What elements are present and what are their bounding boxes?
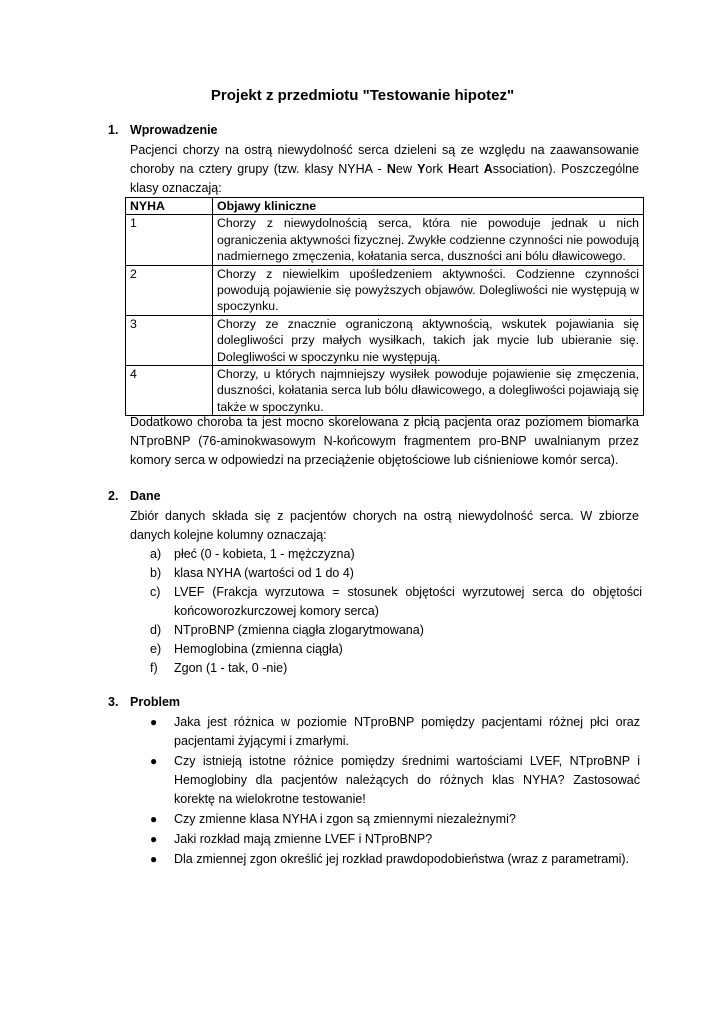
section-2-heading: [108, 489, 161, 503]
list-marker: e): [150, 642, 162, 656]
section-1-outro: Dodatkowo choroba ta jest mocno skorelowana z płcią pacjenta oraz poziomem biomarka NTproBNP (76-aminokwasowym N-końcowym fragmentem pro-BNP uwalnianym przez komory serca w odpowiedzi na przeciążenie objętościowe lub ciśnieniowe komór serca).: [130, 415, 639, 467]
list-item-text: Hemoglobina (zmienna ciągła): [174, 642, 343, 656]
table-header-symptoms: Objawy kliniczne: [213, 198, 644, 215]
list-item-text: Jaki rozkład mają zmienne LVEF i NTproBNP?: [174, 832, 433, 846]
list-item: [130, 564, 642, 583]
list-item: [130, 659, 642, 678]
table-cell-description: Chorzy z niewielkim upośledzeniem aktywności. Codzienne czynności powodują pojawienie się powyższych objawów. Dolegliwości nie występują w spoczynku.: [213, 265, 644, 315]
nyha-class-table: [125, 197, 644, 416]
data-columns-list: [130, 545, 642, 678]
problem-list: [150, 713, 640, 870]
list-item: [130, 621, 642, 640]
list-item-text: Dla zmiennej zgon określić jej rozkład prawdopodobieństwa (wraz z parametrami).: [174, 852, 630, 866]
list-item: [150, 810, 640, 829]
list-item: [130, 583, 642, 621]
table-row: [126, 315, 644, 365]
acronym-rest: ork: [425, 162, 448, 176]
table-cell-description: Chorzy ze znacznie ograniczoną aktywnością, wskutek pojawiania się dolegliwości przy małych wysiłkach, takich jak mycie lub ubieranie się. Dolegliwości w spoczynku nie występują.: [213, 315, 644, 365]
list-item: [130, 640, 642, 659]
bullet-icon: ●: [150, 812, 158, 826]
acronym-rest: ew: [395, 162, 418, 176]
table-header-row: [126, 198, 644, 215]
section-title: Wprowadzenie: [130, 123, 218, 137]
list-marker: c): [150, 585, 161, 599]
bullet-icon: ●: [150, 832, 158, 846]
list-item: [130, 545, 642, 564]
table-row: [126, 366, 644, 416]
list-item-text: Zgon (1 - tak, 0 -nie): [174, 661, 288, 675]
list-marker: a): [150, 547, 162, 561]
bullet-icon: ●: [150, 852, 158, 866]
table-header-nyha: NYHA: [126, 198, 213, 215]
section-title: Problem: [130, 695, 181, 709]
acronym-rest: eart: [457, 162, 484, 176]
list-item: [150, 850, 640, 869]
list-item-text: Jaka jest różnica w poziomie NTproBNP pomiędzy pacjentami różnej płci oraz pacjentami żyjącymi i zmarłymi.: [174, 715, 640, 748]
acronym-letter: A: [483, 162, 493, 176]
list-item-text: Czy istnieją istotne różnice pomiędzy średnimi wartościami LVEF, NTproBNP i Hemoglobiny dla pacjentów należących do różnych klas NYHA? Zastosować korektę na wielokrotne testowanie!: [174, 754, 640, 806]
bullet-icon: ●: [150, 715, 158, 729]
bullet-icon: ●: [150, 754, 158, 768]
list-item: [150, 713, 640, 751]
section-2-intro: Zbiór danych składa się z pacjentów chorych na ostrą niewydolność serca. W zbiorze danych kolejne kolumny oznaczają:: [130, 509, 639, 542]
intro-text-end: ). Poszczególne klasy oznaczają:: [130, 162, 640, 195]
table-cell-description: Chorzy, u których najmniejszy wysiłek powoduje pojawienie się zmęczenia, duszności, kołatania serca lub bólu dławicowego, a dolegliwości pojawiają się także w spoczynku.: [213, 366, 644, 416]
list-item-text: NTproBNP (zmienna ciągła zlogarytmowana): [174, 623, 424, 637]
document-title: Projekt z przedmiotu "Testowanie hipotez": [210, 87, 515, 104]
intro-text: Pacjenci chorzy na ostrą niewydolność serca dzieleni są ze względu na zaawansowanie choroby na cztery grupy (tzw. klasy NYHA -: [130, 143, 639, 176]
list-marker: f): [150, 661, 158, 675]
list-item-text: klasa NYHA (wartości od 1 do 4): [174, 566, 354, 580]
list-item-text: LVEF (Frakcja wyrzutowa = stosunek objętości wyrzutowej serca do objętości końcoworozkurczowej komory serca): [174, 585, 642, 618]
list-item: [150, 830, 640, 849]
section-number: 3.: [108, 695, 119, 709]
section-3-heading: [108, 695, 180, 709]
list-item: [150, 752, 640, 809]
table-row: [126, 215, 644, 265]
table-cell-description: Chorzy z niewydolnością serca, która nie powoduje jednak u nich ograniczenia aktywności fizycznej. Zwykłe codzienne czynności nie powodują nadmiernego zmęczenia, kołatania serca, duszności ani bólu dławicowego.: [213, 215, 644, 265]
table-cell-class: 1: [126, 215, 213, 265]
table-cell-class: 4: [126, 366, 213, 416]
list-marker: b): [150, 566, 162, 580]
acronym-letter: N: [386, 162, 396, 176]
list-item-text: płeć (0 - kobieta, 1 - mężczyzna): [174, 547, 355, 561]
section-1-heading: [108, 123, 218, 137]
section-1-intro: [130, 141, 639, 198]
table-row: [126, 265, 644, 315]
acronym-letter: H: [447, 162, 457, 176]
section-number: 2.: [108, 489, 119, 503]
section-number: 1.: [108, 123, 119, 137]
acronym-letter: Y: [417, 162, 426, 176]
section-title: Dane: [130, 489, 161, 503]
table-cell-class: 3: [126, 315, 213, 365]
acronym-rest: ssociation: [492, 162, 549, 176]
list-marker: d): [150, 623, 162, 637]
table-cell-class: 2: [126, 265, 213, 315]
list-item-text: Czy zmienne klasa NYHA i zgon są zmiennymi niezależnymi?: [174, 812, 516, 826]
